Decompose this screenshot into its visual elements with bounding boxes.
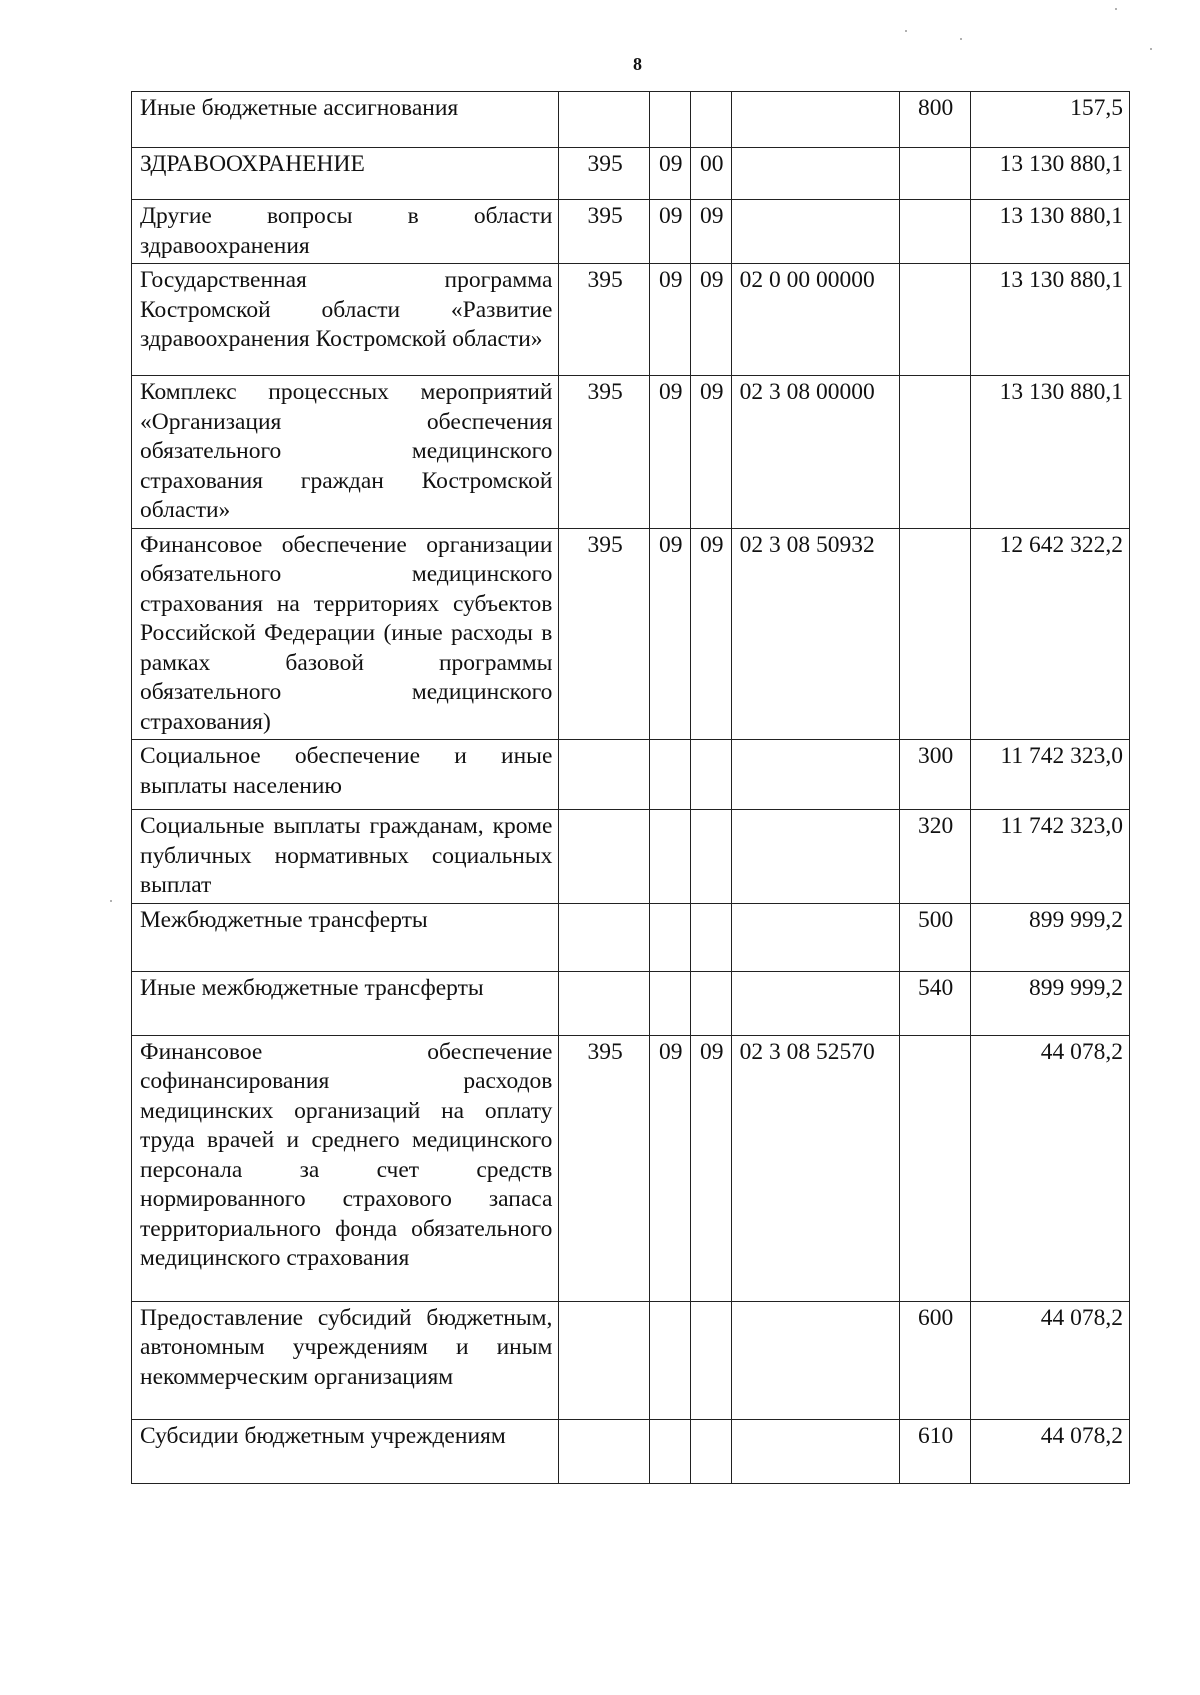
row-vr [899,1035,970,1301]
row-amount: 13 130 880,1 [970,200,1129,264]
row-amount: 13 130 880,1 [970,376,1129,529]
row-amount: 13 130 880,1 [970,264,1129,376]
row-rz: 395 [559,148,649,200]
scan-speck [110,900,112,902]
scan-speck [1150,48,1152,50]
row-sub [690,92,731,148]
row-rz: 395 [559,264,649,376]
row-vr [899,528,970,740]
row-rz [559,903,649,971]
row-vr [899,200,970,264]
row-rz [559,1301,649,1419]
row-vr: 300 [899,740,970,810]
row-rz: 395 [559,528,649,740]
row-rz [559,1419,649,1483]
row-name: Государственная программа Костромской области «Развитие здравоохранения Костромской области» [132,264,559,376]
row-csr [731,92,899,148]
row-csr: 02 3 08 50932 [731,528,899,740]
row-csr: 02 3 08 52570 [731,1035,899,1301]
row-sub [690,810,731,904]
table-row [132,148,1130,200]
row-vr [899,264,970,376]
row-vr [899,376,970,529]
row-amount: 899 999,2 [970,903,1129,971]
table-row [132,200,1130,264]
row-pr [649,1419,690,1483]
row-sub [690,903,731,971]
row-csr [731,1419,899,1483]
table-row [132,740,1130,810]
row-amount: 11 742 323,0 [970,810,1129,904]
row-csr [731,200,899,264]
row-vr: 610 [899,1419,970,1483]
row-amount: 44 078,2 [970,1035,1129,1301]
row-csr: 02 3 08 00000 [731,376,899,529]
row-rz [559,971,649,1035]
row-sub: 09 [690,200,731,264]
table-row [132,1301,1130,1419]
row-pr: 09 [649,528,690,740]
row-sub: 09 [690,264,731,376]
row-pr [649,903,690,971]
row-pr [649,1301,690,1419]
row-pr: 09 [649,148,690,200]
row-pr: 09 [649,200,690,264]
row-pr [649,810,690,904]
table-row [132,810,1130,904]
row-amount: 899 999,2 [970,971,1129,1035]
row-name: Субсидии бюджетным учреждениям [132,1419,559,1483]
row-sub: 09 [690,528,731,740]
row-name: ЗДРАВООХРАНЕНИЕ [132,148,559,200]
row-sub [690,1301,731,1419]
scan-speck [1115,8,1117,10]
table-row [132,903,1130,971]
row-vr: 320 [899,810,970,904]
row-name: Межбюджетные трансферты [132,903,559,971]
row-csr [731,1301,899,1419]
row-name: Комплекс процессных мероприятий «Организация обеспечения обязательного медицинского страхования граждан Костромской области» [132,376,559,529]
row-amount: 11 742 323,0 [970,740,1129,810]
row-pr: 09 [649,376,690,529]
row-name: Социальное обеспечение и иные выплаты населению [132,740,559,810]
table-row [132,528,1130,740]
row-name: Финансовое обеспечение организации обязательного медицинского страхования на территориях субъектов Российской Федерации (иные расходы в рамках базовой программы обязательного медицинского страхования) [132,528,559,740]
row-sub [690,740,731,810]
row-sub: 09 [690,376,731,529]
row-csr [731,810,899,904]
row-rz [559,92,649,148]
scan-speck [960,38,962,40]
row-rz [559,810,649,904]
row-name: Иные бюджетные ассигнования [132,92,559,148]
row-vr: 600 [899,1301,970,1419]
table-row [132,376,1130,529]
row-vr: 500 [899,903,970,971]
row-csr [731,971,899,1035]
row-amount: 44 078,2 [970,1419,1129,1483]
row-pr [649,92,690,148]
row-vr: 800 [899,92,970,148]
budget-table [131,91,1130,1484]
row-pr [649,740,690,810]
table-row [132,1035,1130,1301]
row-amount: 44 078,2 [970,1301,1129,1419]
row-name: Финансовое обеспечение софинансирования расходов медицинских организаций на оплату труда врачей и среднего медицинского персонала за счет средств нормированного страхового запаса территориального фонда обязательного медицинского страхования [132,1035,559,1301]
row-name: Другие вопросы в области здравоохранения [132,200,559,264]
row-vr: 540 [899,971,970,1035]
row-name: Предоставление субсидий бюджетным, автономным учреждениям и иным некоммерческим организациям [132,1301,559,1419]
row-sub [690,971,731,1035]
row-amount: 13 130 880,1 [970,148,1129,200]
row-rz: 395 [559,1035,649,1301]
table-row [132,1419,1130,1483]
row-name: Иные межбюджетные трансферты [132,971,559,1035]
row-csr [731,148,899,200]
row-rz [559,740,649,810]
row-pr: 09 [649,264,690,376]
scan-speck [905,30,907,32]
row-rz: 395 [559,376,649,529]
row-pr: 09 [649,1035,690,1301]
row-pr [649,971,690,1035]
table-row [132,92,1130,148]
row-vr [899,148,970,200]
table-row [132,264,1130,376]
row-csr: 02 0 00 00000 [731,264,899,376]
row-rz: 395 [559,200,649,264]
row-name: Социальные выплаты гражданам, кроме публичных нормативных социальных выплат [132,810,559,904]
row-csr [731,740,899,810]
row-sub: 09 [690,1035,731,1301]
row-csr [731,903,899,971]
row-sub [690,1419,731,1483]
row-sub: 00 [690,148,731,200]
table-row [132,971,1130,1035]
row-amount: 157,5 [970,92,1129,148]
page-number: 8 [633,54,642,74]
row-amount: 12 642 322,2 [970,528,1129,740]
